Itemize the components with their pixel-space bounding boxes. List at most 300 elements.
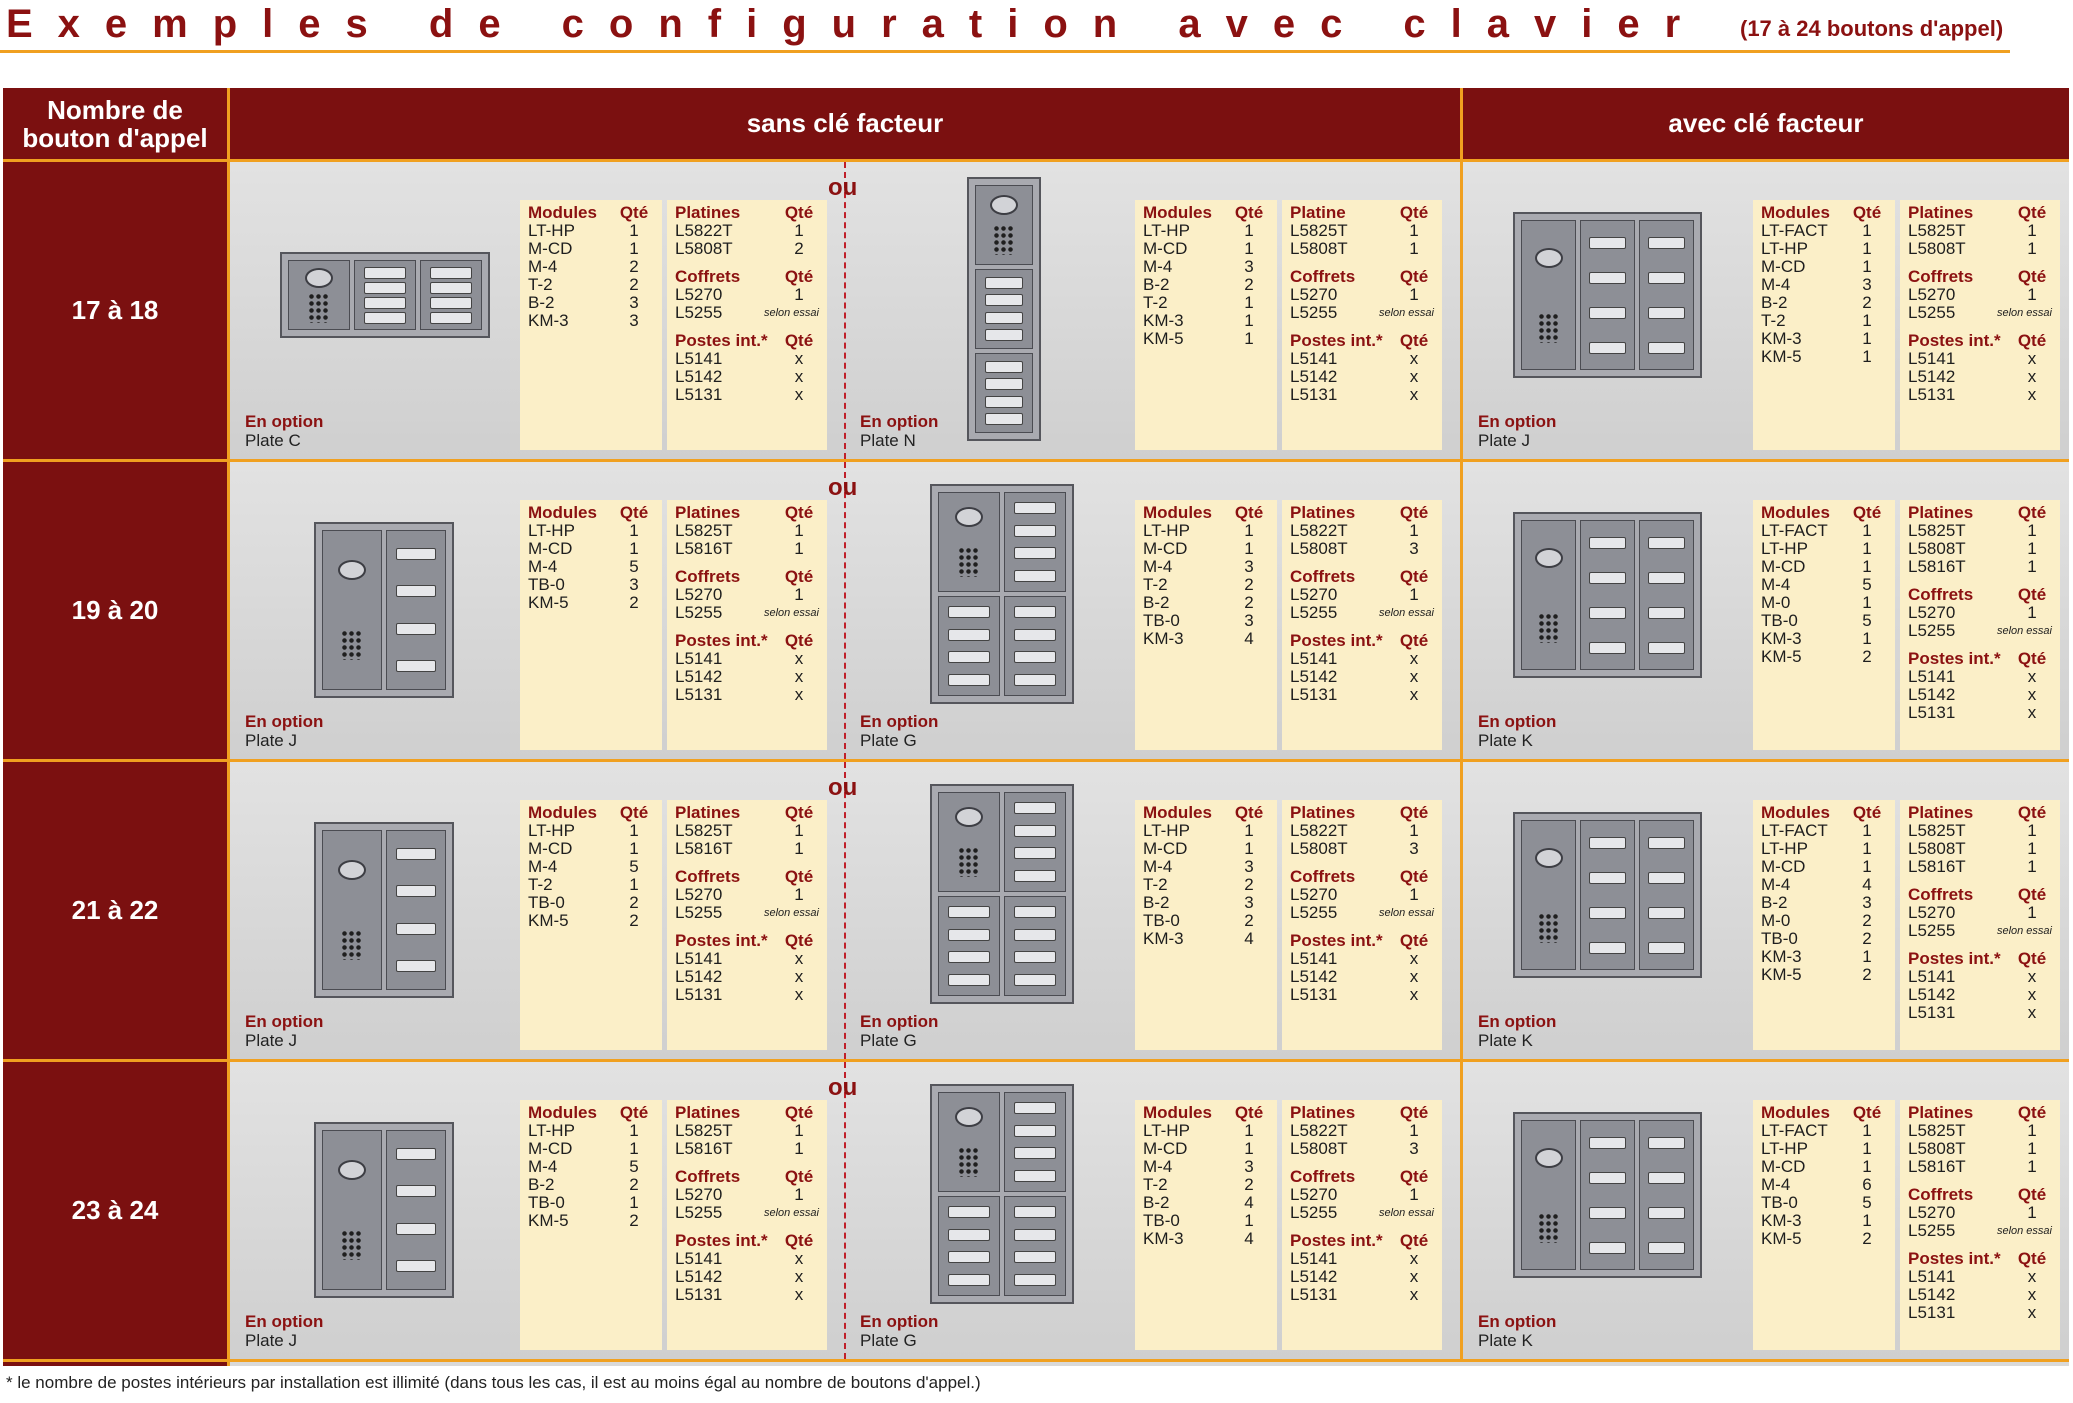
spec-ref: LT-FACT — [1761, 221, 1828, 240]
camera-icon — [1535, 248, 1563, 268]
panel-module — [386, 1130, 446, 1290]
spec-header-label: Modules — [1761, 503, 1830, 522]
spec-ref: TB-0 — [528, 1193, 565, 1212]
call-button-icon — [985, 378, 1023, 390]
configuration-table — [3, 88, 2069, 1366]
header-avec-cle: avec clé facteur — [1463, 88, 2069, 162]
spec-ref: L5142 — [1908, 1285, 1956, 1304]
footnote: * le nombre de postes intérieurs par installation est illimité (dans tous les cas, il est au moins égal au nombre de boutons d'appel.) — [6, 1373, 981, 1392]
call-button-icon — [396, 1185, 436, 1197]
spec-qty: x — [794, 367, 804, 386]
spec-row — [1290, 1122, 1434, 1140]
spec-header-label: Coffrets — [1908, 267, 1974, 286]
spec-ref: L5131 — [1908, 385, 1956, 404]
spec-ref: L5270 — [675, 885, 723, 904]
spec-ref: LT-HP — [1761, 239, 1808, 258]
camera-icon — [955, 507, 983, 527]
call-button-icon — [396, 960, 436, 972]
spec-row — [1143, 522, 1269, 540]
spec-header-label: Postes int.* — [1908, 649, 2001, 668]
call-button-icon — [948, 606, 989, 618]
spec-qty: 1 — [1862, 593, 1872, 612]
camera-icon — [338, 1160, 366, 1180]
spec-row — [1290, 968, 1434, 986]
spec-ref: B-2 — [1143, 1193, 1170, 1212]
spec-row — [1908, 1204, 2052, 1222]
spec-qty: 2 — [629, 1175, 639, 1194]
row-label: 23 à 24 — [3, 1062, 227, 1362]
spec-section — [675, 504, 819, 558]
spec-row — [1908, 858, 2052, 876]
call-button-icon — [1589, 907, 1625, 919]
spec-ref: M-CD — [528, 839, 573, 858]
parts-box — [1282, 200, 1442, 450]
spec-header-label: Postes int.* — [675, 1231, 768, 1250]
spec-section-header — [1908, 204, 2052, 222]
spec-qty: x — [1409, 385, 1419, 404]
spec-ref: L5141 — [1290, 949, 1338, 968]
spec-qty: 2 — [629, 911, 639, 930]
spec-header-label: Postes int.* — [1290, 1231, 1383, 1250]
spec-row — [1143, 240, 1269, 258]
spec-header-qty: Qté — [2017, 885, 2047, 904]
spec-section — [675, 804, 819, 858]
spec-section-header — [675, 932, 819, 950]
spec-ref: KM-3 — [1761, 629, 1802, 648]
spec-row — [1761, 222, 1887, 240]
spec-qty: x — [2027, 367, 2037, 386]
spec-ref: M-4 — [528, 557, 558, 576]
spec-row — [1143, 894, 1269, 912]
spec-ref: L5825T — [675, 821, 733, 840]
parts-box — [1282, 800, 1442, 1050]
spec-row — [1761, 612, 1887, 630]
spec-ref: L5131 — [1290, 685, 1338, 704]
spec-header-qty: Qté — [619, 1103, 649, 1122]
spec-ref: L5131 — [675, 985, 723, 1004]
spec-qty: selon essai — [1378, 307, 1434, 319]
intercom-panel-image — [967, 177, 1041, 441]
spec-ref: L5141 — [675, 349, 723, 368]
spec-ref: L5142 — [1908, 685, 1956, 704]
spec-section — [1290, 1232, 1434, 1304]
title-rule — [0, 50, 2010, 53]
option-label: En option — [245, 1312, 324, 1331]
spec-qty: 3 — [1244, 611, 1254, 630]
spec-header-label: Platines — [1290, 803, 1356, 822]
call-button-icon — [1589, 607, 1625, 619]
call-button-icon — [396, 623, 436, 635]
spec-row — [1143, 258, 1269, 276]
call-button-icon — [985, 312, 1023, 324]
call-button-icon — [1014, 1102, 1055, 1114]
spec-qty: selon essai — [763, 1207, 819, 1219]
spec-row — [528, 312, 654, 330]
option-label: En option — [245, 412, 324, 431]
spec-section — [1761, 204, 1887, 366]
call-button-icon — [364, 312, 405, 324]
spec-ref: KM-5 — [1143, 329, 1184, 348]
panel-module — [975, 185, 1033, 265]
spec-qty: 2 — [1862, 647, 1872, 666]
call-button-icon — [1014, 1125, 1055, 1137]
keypad-icon — [341, 1230, 363, 1260]
spec-qty: 1 — [794, 1185, 804, 1204]
spec-row — [1761, 894, 1887, 912]
or-divider — [844, 462, 846, 759]
call-button-icon — [1014, 929, 1055, 941]
spec-section-header — [1908, 804, 2052, 822]
spec-ref: KM-5 — [1761, 347, 1802, 366]
parts-box — [667, 200, 827, 450]
spec-header-qty: Qté — [1852, 203, 1882, 222]
spec-qty: 1 — [794, 1121, 804, 1140]
spec-row — [1290, 668, 1434, 686]
spec-row — [1290, 222, 1434, 240]
camera-icon — [1535, 1148, 1563, 1168]
call-button-icon — [1014, 606, 1055, 618]
spec-row — [528, 1212, 654, 1230]
call-button-icon — [1014, 847, 1055, 859]
spec-section — [1761, 804, 1887, 984]
spec-header-qty: Qté — [1234, 803, 1264, 822]
spec-row — [1761, 540, 1887, 558]
spec-section-header — [1143, 1104, 1269, 1122]
spec-ref: T-2 — [1143, 575, 1168, 594]
spec-ref: L5808T — [1290, 239, 1348, 258]
spec-row — [1908, 922, 2052, 940]
spec-qty: x — [794, 967, 804, 986]
spec-header-label: Modules — [1761, 803, 1830, 822]
parts-box — [667, 800, 827, 1050]
call-button-icon — [1648, 572, 1684, 584]
spec-ref: L5808T — [1290, 1139, 1348, 1158]
call-button-icon — [1648, 607, 1684, 619]
spec-header-label: Postes int.* — [1290, 631, 1383, 650]
spec-ref: L5816T — [675, 839, 733, 858]
spec-row — [675, 1204, 819, 1222]
page-title: Exemples de configuration avec clavier — [6, 2, 1706, 46]
spec-section — [1290, 1104, 1434, 1158]
spec-header-label: Modules — [1761, 203, 1830, 222]
call-button-icon — [1589, 237, 1625, 249]
option-caption — [860, 412, 938, 450]
call-button-icon — [430, 312, 471, 324]
option-caption — [245, 1312, 323, 1350]
panel-module — [1580, 520, 1635, 670]
option-label: En option — [1478, 1012, 1557, 1031]
spec-section-header — [1290, 568, 1434, 586]
spec-row — [1761, 1194, 1887, 1212]
spec-qty: 1 — [1244, 1211, 1254, 1230]
spec-ref: L5270 — [1290, 1185, 1338, 1204]
spec-header-label: Coffrets — [1290, 867, 1356, 886]
spec-section — [1908, 650, 2052, 722]
panel-module — [1639, 1120, 1694, 1270]
spec-ref: B-2 — [1143, 893, 1170, 912]
parts-box — [1900, 1100, 2060, 1350]
call-button-icon — [1014, 825, 1055, 837]
spec-qty: 1 — [1244, 329, 1254, 348]
spec-qty: 2 — [629, 1211, 639, 1230]
spec-ref: L5816T — [1908, 1157, 1966, 1176]
camera-icon — [955, 807, 983, 827]
spec-header-qty: Qté — [1399, 1167, 1429, 1186]
spec-ref: M-CD — [1143, 839, 1188, 858]
spec-ref: L5825T — [1290, 221, 1348, 240]
option-label: En option — [245, 1012, 324, 1031]
spec-section — [528, 804, 654, 930]
spec-header-qty: Qté — [1234, 203, 1264, 222]
spec-section-header — [675, 1232, 819, 1250]
parts-box — [667, 1100, 827, 1350]
spec-section-header — [1761, 504, 1887, 522]
spec-header-label: Postes int.* — [675, 331, 768, 350]
spec-qty: 3 — [1244, 857, 1254, 876]
spec-ref: L5142 — [1908, 985, 1956, 1004]
spec-header-qty: Qté — [1399, 1103, 1429, 1122]
spec-qty: 1 — [629, 539, 639, 558]
spec-header-qty: Qté — [2017, 1103, 2047, 1122]
spec-qty: 2 — [629, 593, 639, 612]
spec-qty: x — [1409, 985, 1419, 1004]
call-button-icon — [1014, 1170, 1055, 1182]
spec-row — [528, 858, 654, 876]
spec-qty: x — [794, 349, 804, 368]
spec-ref: M-4 — [1143, 857, 1173, 876]
spec-header-label: Platines — [1290, 503, 1356, 522]
spec-qty: selon essai — [1378, 607, 1434, 619]
modules-box — [1753, 800, 1895, 1050]
panel-module — [1639, 520, 1694, 670]
spec-section — [1908, 268, 2052, 322]
call-button-icon — [396, 885, 436, 897]
spec-row — [1908, 368, 2052, 386]
spec-section — [1908, 332, 2052, 404]
spec-section — [1290, 932, 1434, 1004]
spec-section — [675, 268, 819, 322]
spec-ref: KM-5 — [528, 911, 569, 930]
spec-row — [1143, 1230, 1269, 1248]
spec-qty: 1 — [1862, 1157, 1872, 1176]
spec-row — [528, 294, 654, 312]
spec-ref: KM-3 — [1761, 329, 1802, 348]
spec-section-header — [675, 268, 819, 286]
spec-qty: 1 — [2027, 239, 2037, 258]
spec-section-header — [675, 204, 819, 222]
call-button-icon — [1014, 1229, 1055, 1241]
spec-qty: 1 — [1409, 585, 1419, 604]
spec-qty: 1 — [1862, 1211, 1872, 1230]
title-bar — [0, 0, 2073, 56]
spec-row — [1143, 612, 1269, 630]
spec-qty: 1 — [1862, 857, 1872, 876]
spec-header-label: Modules — [1143, 203, 1212, 222]
spec-row — [1908, 240, 2052, 258]
spec-row — [675, 240, 819, 258]
spec-row — [1761, 348, 1887, 366]
spec-row — [1290, 304, 1434, 322]
spec-row — [1143, 822, 1269, 840]
panel-module — [1580, 220, 1635, 370]
spec-ref: L5131 — [1290, 385, 1338, 404]
keypad-icon — [1538, 1213, 1560, 1243]
spec-qty: 1 — [1409, 1185, 1419, 1204]
spec-row — [675, 950, 819, 968]
spec-qty: 2 — [1862, 929, 1872, 948]
spec-section-header — [675, 868, 819, 886]
spec-qty: 1 — [1244, 293, 1254, 312]
intercom-panel-image — [314, 1122, 454, 1298]
spec-row — [1908, 622, 2052, 640]
option-caption — [860, 712, 938, 750]
spec-qty: 1 — [1862, 521, 1872, 540]
spec-qty: 5 — [1862, 575, 1872, 594]
spec-header-qty: Qté — [784, 1103, 814, 1122]
spec-ref: L5270 — [1290, 885, 1338, 904]
spec-ref: KM-5 — [528, 593, 569, 612]
row-label: 17 à 18 — [3, 162, 227, 462]
spec-ref: L5141 — [1290, 1249, 1338, 1268]
call-button-icon — [1014, 974, 1055, 986]
spec-ref: LT-FACT — [1761, 521, 1828, 540]
spec-ref: L5142 — [675, 1267, 723, 1286]
call-button-icon — [948, 1274, 989, 1286]
spec-ref: L5141 — [675, 649, 723, 668]
spec-row — [1908, 686, 2052, 704]
spec-ref: L5255 — [1908, 1221, 1956, 1240]
spec-section — [675, 632, 819, 704]
keypad-icon — [958, 847, 980, 877]
spec-header-label: Coffrets — [675, 1167, 741, 1186]
call-button-icon — [396, 1260, 436, 1272]
spec-section — [1290, 1168, 1434, 1222]
spec-qty: 5 — [629, 1157, 639, 1176]
spec-ref: M-4 — [1143, 557, 1173, 576]
spec-row — [528, 1176, 654, 1194]
spec-qty: x — [1409, 649, 1419, 668]
spec-section-header — [1761, 1104, 1887, 1122]
spec-row — [1143, 294, 1269, 312]
spec-section — [1761, 504, 1887, 666]
spec-ref: L5270 — [675, 1185, 723, 1204]
spec-row — [675, 386, 819, 404]
column-separator — [1460, 1062, 1463, 1359]
spec-ref: LT-HP — [1761, 839, 1808, 858]
spec-qty: 1 — [629, 821, 639, 840]
spec-ref: L5808T — [1290, 539, 1348, 558]
spec-qty: 1 — [1409, 221, 1419, 240]
spec-ref: L5816T — [1908, 857, 1966, 876]
spec-qty: 1 — [2027, 821, 2037, 840]
spec-qty: 2 — [1862, 965, 1872, 984]
spec-row — [1290, 386, 1434, 404]
spec-qty: x — [794, 949, 804, 968]
row-label: 21 à 22 — [3, 762, 227, 1062]
spec-header-label: Platines — [1290, 1103, 1356, 1122]
spec-qty: 1 — [2027, 221, 2037, 240]
spec-section-header — [1908, 650, 2052, 668]
spec-header-qty: Qté — [1852, 803, 1882, 822]
spec-row — [528, 1194, 654, 1212]
spec-section — [1290, 804, 1434, 858]
panel-module — [1639, 220, 1694, 370]
spec-qty: x — [1409, 1267, 1419, 1286]
call-button-icon — [948, 674, 989, 686]
spec-row — [1908, 350, 2052, 368]
camera-icon — [990, 195, 1018, 215]
spec-row — [675, 1250, 819, 1268]
call-button-icon — [1648, 1242, 1684, 1254]
spec-section-header — [1143, 204, 1269, 222]
spec-ref: L5141 — [1908, 667, 1956, 686]
spec-ref: KM-3 — [1143, 311, 1184, 330]
spec-ref: L5142 — [675, 967, 723, 986]
spec-qty: 2 — [629, 257, 639, 276]
intercom-panel-image — [1513, 512, 1702, 678]
modules-box — [1753, 1100, 1895, 1350]
spec-qty: 1 — [629, 1139, 639, 1158]
spec-row — [1290, 586, 1434, 604]
spec-row — [1908, 522, 2052, 540]
modules-box — [520, 500, 662, 750]
option-label: En option — [245, 712, 324, 731]
spec-row — [1908, 668, 2052, 686]
call-button-icon — [948, 906, 989, 918]
parts-box — [1900, 800, 2060, 1050]
spec-qty: 3 — [629, 311, 639, 330]
spec-header-qty: Qté — [784, 931, 814, 950]
modules-box — [1753, 500, 1895, 750]
spec-qty: 4 — [1244, 929, 1254, 948]
spec-qty: 1 — [794, 539, 804, 558]
spec-ref: TB-0 — [1143, 1211, 1180, 1230]
option-label: En option — [1478, 712, 1557, 731]
spec-qty: 1 — [1862, 629, 1872, 648]
spec-qty: 1 — [794, 285, 804, 304]
spec-ref: LT-HP — [528, 221, 575, 240]
spec-qty: 3 — [1409, 539, 1419, 558]
call-button-icon — [1648, 642, 1684, 654]
spec-ref: L5141 — [675, 949, 723, 968]
spec-row — [675, 904, 819, 922]
spec-qty: x — [794, 1267, 804, 1286]
spec-row — [1290, 650, 1434, 668]
spec-row — [1908, 540, 2052, 558]
spec-qty: 1 — [2027, 1139, 2037, 1158]
call-button-icon — [1014, 1147, 1055, 1159]
spec-header-qty: Qté — [784, 803, 814, 822]
call-button-icon — [985, 396, 1023, 408]
call-button-icon — [1648, 1172, 1684, 1184]
spec-section — [675, 332, 819, 404]
call-button-icon — [1589, 837, 1625, 849]
call-button-icon — [1648, 942, 1684, 954]
spec-ref: L5142 — [1290, 367, 1338, 386]
spec-header-label: Postes int.* — [675, 931, 768, 950]
call-button-icon — [1014, 651, 1055, 663]
page-subtitle: (17 à 24 boutons d'appel) — [1740, 16, 2004, 41]
spec-header-qty: Qté — [784, 867, 814, 886]
option-label: En option — [860, 712, 939, 731]
spec-ref: B-2 — [528, 1175, 555, 1194]
intercom-panel-image — [314, 522, 454, 698]
spec-qty: 4 — [1244, 629, 1254, 648]
spec-qty: selon essai — [1378, 907, 1434, 919]
spec-ref: L5131 — [675, 1285, 723, 1304]
spec-row — [1290, 604, 1434, 622]
call-button-icon — [364, 282, 405, 294]
